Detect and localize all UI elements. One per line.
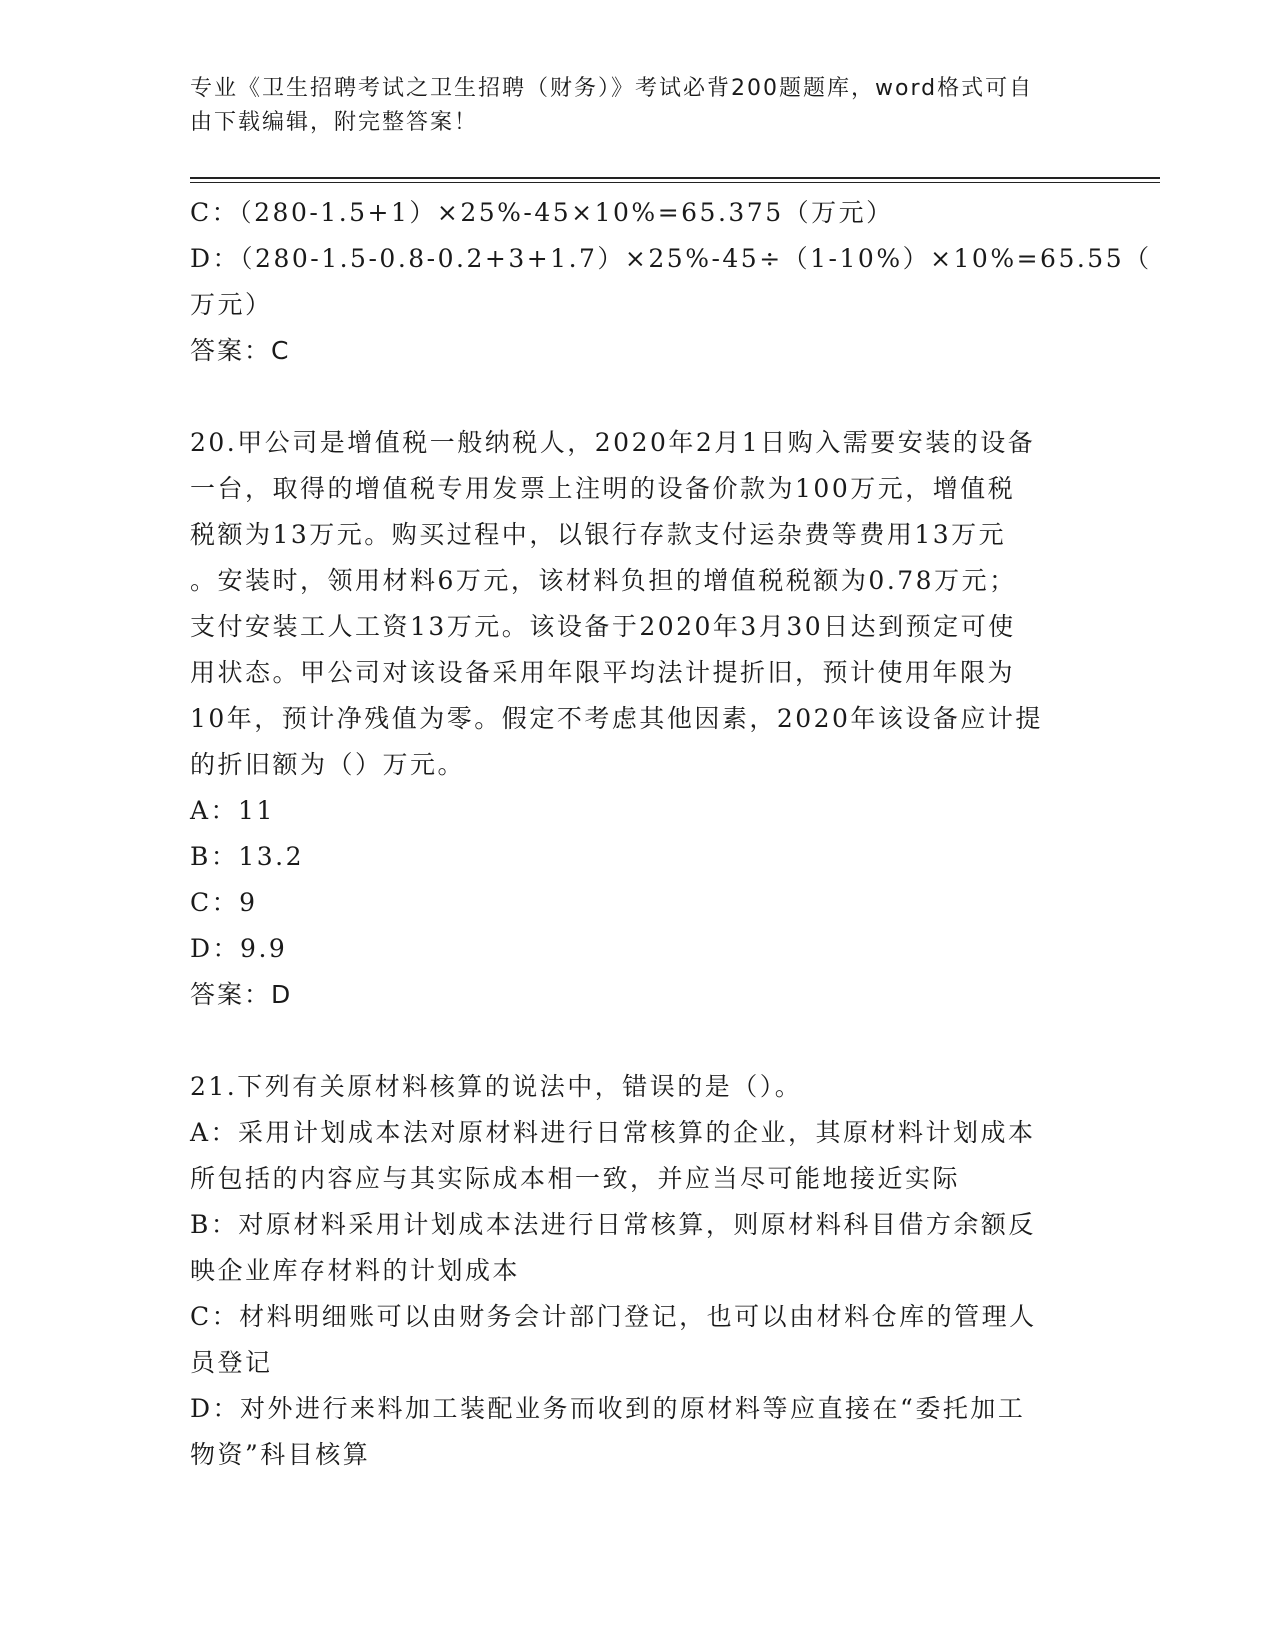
question-stem-line: 10年，预计净残值为零。假定不考虑其他因素，2020年该设备应计提 xyxy=(190,704,1043,733)
header-line: 由下载编辑，附完整答案！ xyxy=(190,110,479,135)
header-line: 专业《卫生招聘考试之卫生招聘（财务）》考试必背200题题库，word格式可自 xyxy=(190,76,1034,101)
option-b: B：对原材料采用计划成本法进行日常核算，则原材料科目借方余额反 xyxy=(190,1210,1036,1239)
question-stem-line: 20.甲公司是增值税一般纳税人，2020年2月1日购入需要安装的设备 xyxy=(190,428,1036,457)
option-a: A：11 xyxy=(190,796,275,825)
question-stem-line: 的折旧额为（）万元。 xyxy=(190,750,466,779)
question-stem-line: 。安装时，领用材料6万元，该材料负担的增值税税额为0.78万元； xyxy=(190,566,1017,595)
previous-question xyxy=(190,190,1152,374)
question-stem-line: 支付安装工人工资13万元。该设备于2020年3月30日达到预定可使 xyxy=(190,612,1016,641)
question-stem-line: 税额为13万元。购买过程中，以银行存款支付运杂费等费用13万元 xyxy=(190,520,1007,549)
document-header xyxy=(190,72,1070,140)
option-d: D：9.9 xyxy=(190,934,288,963)
header-divider-thin xyxy=(190,182,1160,183)
option-c: C：9 xyxy=(190,888,258,917)
question-stem-line: 一台，取得的增值税专用发票上注明的设备价款为100万元，增值税 xyxy=(190,474,1016,503)
spacer xyxy=(190,374,1090,420)
header-divider xyxy=(190,177,1160,179)
question-20 xyxy=(190,420,1090,1018)
option-a: A：采用计划成本法对原材料进行日常核算的企业，其原材料计划成本 xyxy=(190,1118,1036,1147)
question-stem: 21.下列有关原材料核算的说法中，错误的是（）。 xyxy=(190,1072,803,1101)
option-c: C：（280-1.5+1）×25%-45×10%=65.375（万元） xyxy=(190,198,894,227)
option-c-continued: 员登记 xyxy=(190,1348,273,1377)
question-21 xyxy=(190,1064,1090,1478)
option-d: D：对外进行来料加工装配业务而收到的原材料等应直接在“委托加工 xyxy=(190,1394,1026,1423)
answer: 答案：D xyxy=(190,980,293,1009)
option-a-continued: 所包括的内容应与其实际成本相一致，并应当尽可能地接近实际 xyxy=(190,1164,961,1193)
option-d-continued: 万元） xyxy=(190,290,273,319)
option-d-continued: 物资”科目核算 xyxy=(190,1440,371,1469)
option-b-continued: 映企业库存材料的计划成本 xyxy=(190,1256,521,1285)
document-body xyxy=(190,190,1152,1478)
option-b: B：13.2 xyxy=(190,842,305,871)
spacer xyxy=(190,1018,1090,1064)
answer: 答案：C xyxy=(190,336,291,365)
option-d: D：（280-1.5-0.8-0.2+3+1.7）×25%-45÷（1-10%）×10%=65.55（ xyxy=(190,244,1152,273)
option-c: C：材料明细账可以由财务会计部门登记，也可以由材料仓库的管理人 xyxy=(190,1302,1037,1331)
question-stem-line: 用状态。甲公司对该设备采用年限平均法计提折旧，预计使用年限为 xyxy=(190,658,1016,687)
